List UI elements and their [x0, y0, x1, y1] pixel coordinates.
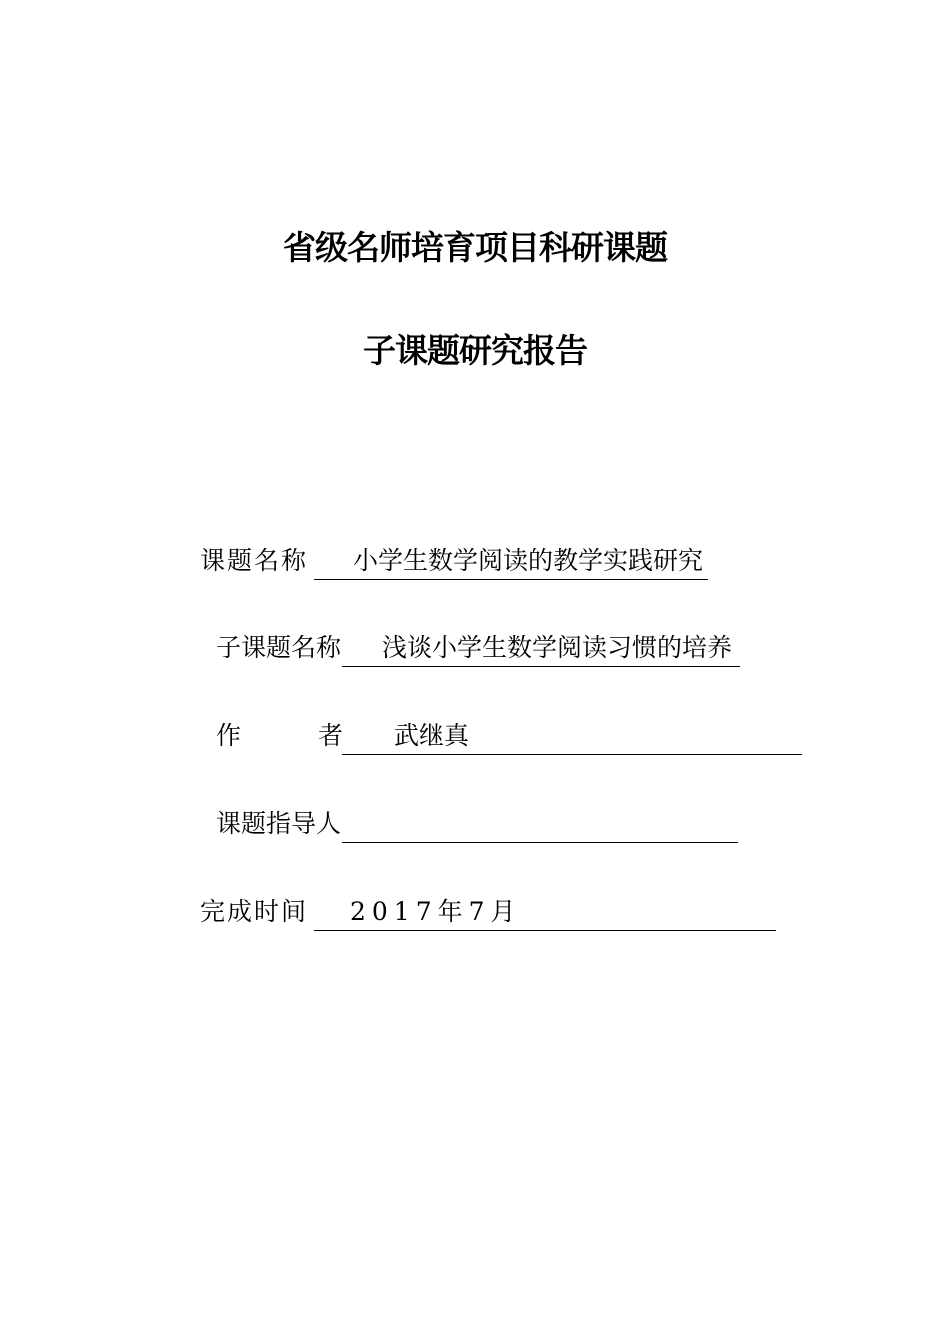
completion-field: [200, 894, 790, 930]
author-label-first: 作: [216, 721, 244, 750]
advisor-label: 课题指导人: [216, 809, 342, 838]
advisor-field: [216, 806, 746, 842]
advisor-underline: [342, 806, 738, 843]
document-title: 省级名师培育项目科研课题: [283, 228, 667, 267]
subtopic-label: 子课题名称: [216, 633, 342, 662]
author-label-second: 者: [318, 721, 346, 750]
topic-field: [200, 543, 720, 579]
document-subtitle: 子课题研究报告: [363, 331, 587, 370]
author-field: [216, 718, 806, 754]
subtopic-value: 浅谈小学生数学阅读习惯的培养: [382, 633, 733, 662]
topic-label: 课题名称: [200, 546, 309, 575]
completion-label: 完成时间: [200, 897, 309, 926]
completion-value: 2017年7月: [350, 897, 522, 926]
author-value: 武继真: [394, 721, 470, 750]
subtopic-field: [216, 630, 746, 666]
topic-value: 小学生数学阅读的教学实践研究: [353, 546, 704, 575]
